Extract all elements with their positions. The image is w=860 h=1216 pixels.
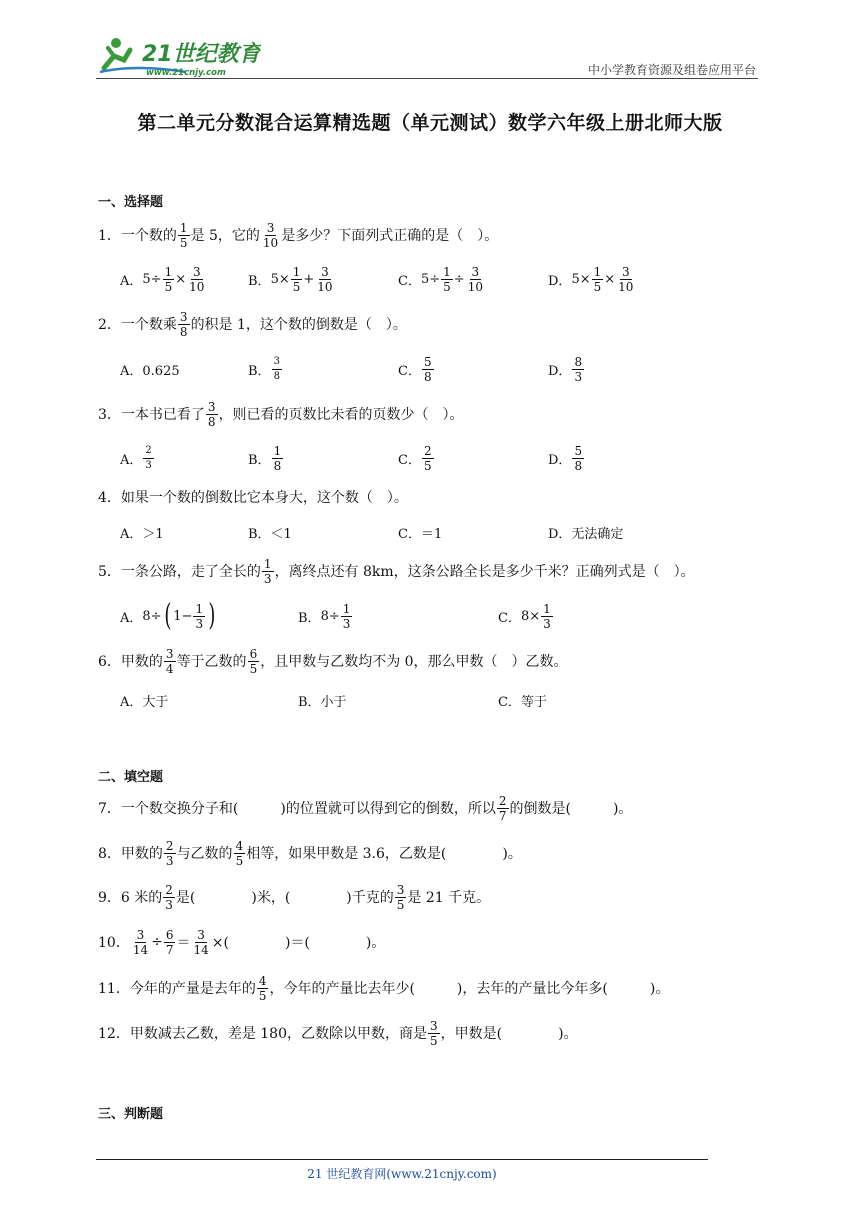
option-6c[interactable]: C．等于 bbox=[498, 694, 547, 710]
option-6a[interactable]: A．大于 bbox=[120, 694, 169, 710]
option-3d[interactable]: D． $\frac{5}{8}$ bbox=[548, 443, 583, 473]
page-title: 第二单元分数混合运算精选题（单元测试）数学六年级上册北师大版 bbox=[137, 112, 723, 134]
option-4a[interactable]: A．＞1 bbox=[120, 526, 164, 542]
option-3a[interactable]: A． $\frac{2}{3}$ bbox=[120, 444, 152, 471]
option-4b[interactable]: B．＜1 bbox=[248, 526, 292, 542]
option-1b[interactable]: B． 5 × $\frac{1}{5}$ + $\frac{3}{10}$ bbox=[248, 264, 333, 294]
question-8: 8． 甲数的 $\frac{2}{3}$ 与乙数的 $\frac{4}{5}$ 相等，如果甲数是 3.6，乙数是( )。 bbox=[98, 838, 522, 868]
footer-divider bbox=[96, 1159, 708, 1160]
option-2c[interactable]: C． $\frac{5}{8}$ bbox=[398, 354, 432, 384]
footer-link[interactable]: 21 世纪教育网(www.21cnjy.com) bbox=[307, 1167, 497, 1181]
option-5c[interactable]: C． 8× $\frac{1}{3}$ bbox=[498, 601, 551, 631]
option-2a[interactable]: A．0.625 bbox=[120, 363, 180, 379]
fraction: $\frac{3}{10}$ bbox=[262, 220, 279, 250]
question-12: 12． 甲数减去乙数，差是 180，乙数除以甲数，商是 $\frac{3}{5}$ ，甲数是( )。 bbox=[98, 1018, 578, 1048]
question-6: 6． 甲数的 $\frac{3}{4}$ 等于乙数的 $\frac{6}{5}$ ，且甲数与乙数均不为 0，那么甲数（ ）乙数。 bbox=[98, 646, 568, 676]
site-name: 中小学教育资源及组卷应用平台 bbox=[587, 63, 756, 77]
section-heading-fill: 二、填空题 bbox=[98, 770, 164, 785]
option-2d[interactable]: D． $\frac{8}{3}$ bbox=[548, 354, 583, 384]
question-5: 5． 一条公路，走了全长的 $\frac{1}{3}$ ，离终点还有 8km，这条公路全长是多少千米？正确列式是（ ）。 bbox=[98, 556, 695, 586]
question-11: 11． 今年的产量是去年的 $\frac{4}{5}$ ，今年的产量比去年少( )，去年的产量比今年多( )。 bbox=[98, 973, 670, 1003]
fraction: $\frac{1}{5}$ bbox=[179, 220, 188, 250]
site-logo bbox=[96, 34, 261, 78]
option-5b[interactable]: B． 8÷ $\frac{1}{3}$ bbox=[298, 601, 351, 631]
option-5a[interactable]: A． 8÷ ( 1− $\frac{1}{3}$ ) bbox=[120, 598, 216, 633]
option-2b[interactable]: B． $\frac{3}{8}$ bbox=[248, 355, 280, 382]
option-4d[interactable]: D．无法确定 bbox=[548, 526, 624, 542]
option-3b[interactable]: B． $\frac{1}{8}$ bbox=[248, 443, 282, 473]
option-6b[interactable]: B．小于 bbox=[298, 694, 347, 710]
question-9: 9． 6 米的 $\frac{2}{3}$ 是( )米，( )千克的 $\frac{3}{5}$ 是 21 千克。 bbox=[98, 882, 491, 912]
option-1a[interactable]: A． 5 ÷ $\frac{1}{5}$ × $\frac{3}{10}$ bbox=[120, 264, 205, 294]
question-2: 2． 一个数乘 $\frac{3}{8}$ 的积是 1，这个数的倒数是（ ）。 bbox=[98, 309, 407, 339]
option-4c[interactable]: C．＝1 bbox=[398, 526, 443, 542]
section-heading-choice: 一、选择题 bbox=[98, 195, 164, 210]
page-header bbox=[96, 30, 758, 82]
option-3c[interactable]: C． $\frac{2}{5}$ bbox=[398, 443, 432, 473]
question-3: 3． 一本书已看了 $\frac{3}{8}$ ，则已看的页数比未看的页数少（ ）。 bbox=[98, 399, 464, 429]
option-1c[interactable]: C． 5 ÷ $\frac{1}{5}$ ÷ $\frac{3}{10}$ bbox=[398, 264, 483, 294]
question-10: 10． $\frac{3}{14}$ ÷ $\frac{6}{7}$ ＝ $\frac{3}{14}$ ×( )＝( )。 bbox=[98, 927, 386, 957]
option-1d[interactable]: D． 5 × $\frac{1}{5}$ × $\frac{3}{10}$ bbox=[548, 264, 634, 294]
question-7: 7． 一个数交换分子和( )的位置就可以得到它的倒数，所以 $\frac{2}{7}$ 的倒数是( )。 bbox=[98, 793, 633, 823]
question-4: 4． 如果一个数的倒数比它本身大，这个数（ ）。 bbox=[98, 490, 408, 506]
section-heading-judge: 三、判断题 bbox=[98, 1107, 164, 1122]
logo-url: www.21cnjy.com bbox=[146, 68, 226, 78]
question-1: 1． 一个数的 $\frac{1}{5}$ 是 5，它的 $\frac{3}{10}$ 是多少？下面列式正确的是（ ）。 bbox=[98, 220, 499, 250]
logo-text: 21世纪教育 bbox=[142, 42, 261, 67]
header-divider bbox=[96, 78, 758, 79]
